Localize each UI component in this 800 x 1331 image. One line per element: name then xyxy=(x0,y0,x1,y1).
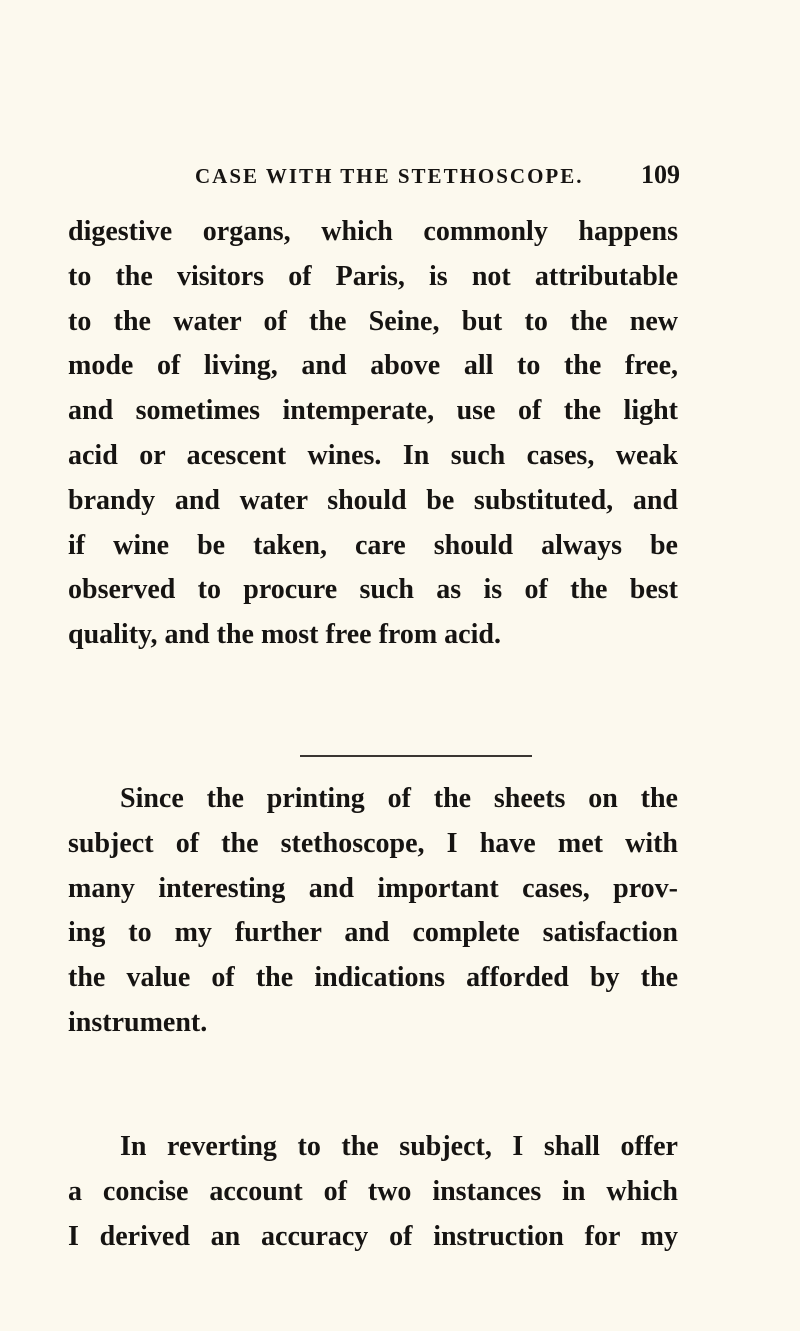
running-head-title: CASE WITH THE STETHOSCOPE. xyxy=(195,164,584,188)
text-line: acid or acescent wines. In such cases, weak xyxy=(68,439,678,471)
text-line: mode of living, and above all to the free, xyxy=(68,350,678,382)
text-line: In reverting to the subject, I shall offer xyxy=(120,1131,678,1162)
paragraph-digestive-organs xyxy=(68,210,678,658)
text-line: if wine be taken, care should always be xyxy=(68,529,678,561)
text-line: ing to my further and complete satisfaction xyxy=(68,917,678,949)
text-line: to the visitors of Paris, is not attributable xyxy=(68,260,678,292)
text-line: brandy and water should be substituted, and xyxy=(68,484,678,516)
paragraph-reverting xyxy=(68,1125,678,1259)
page-number: 109 xyxy=(641,160,680,189)
text-line: many interesting and important cases, prov- xyxy=(68,872,678,904)
text-line: the value of the indications afforded by the xyxy=(68,962,678,994)
text-line: Since the printing of the sheets on the xyxy=(120,783,678,814)
running-head xyxy=(195,160,680,200)
text-line: and sometimes intemperate, use of the light xyxy=(68,395,678,427)
text-line: I derived an accuracy of instruction for my xyxy=(68,1220,678,1252)
text-line: to the water of the Seine, but to the new xyxy=(68,305,678,337)
text-line: quality, and the most free from acid. xyxy=(68,619,501,651)
text-line: observed to procure such as is of the best xyxy=(68,574,678,606)
paragraph-since-printing xyxy=(68,777,678,1046)
section-divider xyxy=(300,755,532,757)
text-line: a concise account of two instances in which xyxy=(68,1175,678,1207)
text-line: instrument. xyxy=(68,1006,208,1038)
text-line: subject of the stethoscope, I have met with xyxy=(68,827,678,859)
text-line: digestive organs, which commonly happens xyxy=(68,216,678,247)
